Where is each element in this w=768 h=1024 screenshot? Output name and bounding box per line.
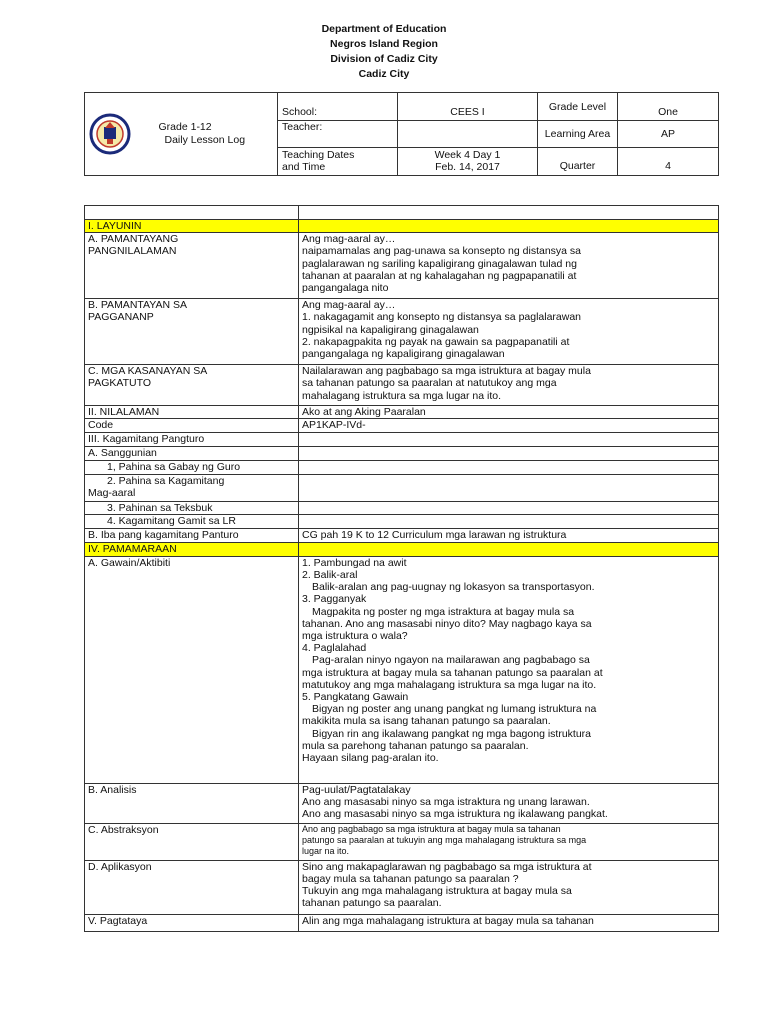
s4-value: [299, 514, 719, 528]
s2-value: [299, 474, 719, 501]
s2-label: [85, 474, 299, 501]
code-label: Code: [85, 419, 299, 432]
header-line-3: Division of Cadiz City: [330, 53, 438, 65]
header-line-1: Department of Education: [321, 23, 447, 35]
abstraksyon-label: C. Abstraksyon: [85, 823, 299, 860]
gawain-line: 5. Pangkatang Gawain: [302, 691, 409, 704]
s4-label: 4. Kagamitang Gamit sa LR: [85, 514, 299, 528]
gawain-line: mula sa parehong tahanan patungo sa paaralan.: [302, 739, 529, 752]
row-b-line: 2. nakapagpakita ng payak na gawain sa pagpapanatili at: [302, 335, 570, 348]
section-layunin: I. LAYUNIN: [85, 220, 299, 233]
section-layunin-right: [299, 220, 719, 233]
header-line-2: Negros Island Region: [330, 38, 438, 50]
gawain-line: Magpakita ng poster ng mga istraktura at bagay mula sa: [312, 605, 575, 618]
area-value: AP: [618, 121, 719, 147]
aplikasyon-line: tahanan patungo sa paaralan.: [302, 897, 442, 910]
row-a-line: pangangalaga nito: [302, 282, 389, 295]
gawain-label: A. Gawain/Aktibiti: [85, 556, 299, 783]
iba-label: B. Iba pang kagamitang Panturo: [85, 528, 299, 542]
gawain-text: [299, 556, 719, 783]
gawain-line: Bigyan ng poster ang unang pangkat ng lumang istruktura na: [312, 703, 597, 716]
seal-cell: [85, 93, 143, 176]
gawain-line: tahanan. Ano ang masasabi ninyo dito? May nagbago kaya sa: [302, 617, 592, 630]
s2-label-2: Mag-aaral: [88, 486, 136, 499]
gawain-line: Pag-aralan ninyo ngayon na mailarawan ang pagbabago sa: [312, 654, 590, 667]
gawain-line: mga istruktura o wala?: [302, 630, 408, 643]
gawain-line: matutukoy ang mga mahalagang istruktura sa mga lugar na ito.: [302, 678, 597, 691]
gawain-line: Hayaan silang pag-aralan ito.: [302, 752, 439, 765]
dates-label-line1: Teaching Dates: [282, 149, 355, 162]
aplikasyon-text: [299, 860, 719, 914]
gawain-line: Balik-aralan ang pag-uugnay ng lokasyon sa transportasyon.: [312, 581, 595, 594]
quarter-label: Quarter: [538, 147, 618, 175]
section-pamamaraan-right: [299, 542, 719, 556]
nilalaman-label: II. NILALAMAN: [85, 406, 299, 419]
gawain-line: 3. Pagganyak: [302, 593, 367, 606]
deped-seal-icon: [89, 109, 131, 159]
row-a-label-2: PANGNILALAMAN: [88, 245, 177, 258]
row-b-line: ngpisikal na kapaligirang ginagalawan: [302, 323, 479, 336]
row-a-line: naipamamalas ang pag-unawa sa konsepto ng distansya sa: [302, 245, 582, 258]
row-c-line: sa tahanan patungo sa paaralan at natutukoy ang mga: [302, 377, 557, 390]
row-b-label-1: B. PAMANTAYAN SA: [88, 299, 187, 312]
aplikasyon-line: bagay mula sa tahanan patungo sa paaralan ?: [302, 873, 519, 886]
lesson-info-table: [84, 92, 719, 176]
row-c-label-1: C. MGA KASANAYAN SA: [88, 365, 208, 378]
gawain-line: 1. Pambungad na awit: [302, 556, 407, 569]
gawain-line: Bigyan rin ang ikalawang pangkat ng mga bagong istruktura: [312, 727, 592, 740]
row-a-label: [85, 233, 299, 299]
quarter-value: 4: [618, 147, 719, 175]
school-value: CEES I: [398, 93, 538, 121]
row-c-label: [85, 365, 299, 406]
row-b-line: 1. nakagagamit ang konsepto ng distansya sa paglalarawan: [302, 311, 582, 324]
analisis-line: Ano ang masasabi ninyo sa mga istraktura ng unang larawan.: [302, 796, 590, 809]
dates-label: [278, 147, 398, 175]
row-c-line: mahalagang istruktura sa mga lugar na ito.: [302, 389, 502, 402]
kagamitan-value: [299, 432, 719, 446]
row-a-line: tahanan at paaralan at ng kahalagahan ng pagpapanatili at: [302, 269, 577, 282]
row-b-label-2: PAGGANANP: [88, 311, 154, 324]
pagtataya-label: V. Pagtataya: [85, 914, 299, 931]
row-a-label-1: A. PAMANTAYANG: [88, 233, 179, 246]
teacher-label: Teacher:: [278, 121, 398, 147]
teacher-value: [398, 121, 538, 147]
dates-label-line2: and Time: [282, 161, 326, 174]
s2-label-1: 2. Pahina sa Kagamitang: [107, 474, 225, 487]
row-b-line: pangangalaga ng kapaligirang ginagalawan: [302, 348, 505, 361]
aplikasyon-line: Sino ang makapaglarawan ng pagbabago sa mga istruktura at: [302, 860, 592, 873]
kagamitan-label: III. Kagamitang Pangturo: [85, 432, 299, 446]
s1-value: [299, 460, 719, 474]
row-a-line: Ang mag-aaral ay…: [302, 233, 396, 246]
school-label: School:: [278, 93, 398, 121]
dates-value-line2: Feb. 14, 2017: [435, 161, 500, 174]
row-a-line: paglalarawan ng sariling kapaligirang ginagalawan tulad ng: [302, 257, 577, 270]
document-header: [0, 22, 768, 82]
title-cell: [143, 93, 278, 176]
grade-label: Grade Level: [538, 93, 618, 121]
row-c-line: Nailalarawan ang pagbabago sa mga istruktura at bagay mula: [302, 365, 591, 378]
row-c-label-2: PAGKATUTO: [88, 377, 152, 390]
sanggunian-value: [299, 446, 719, 460]
dates-value: [398, 147, 538, 175]
gawain-line: makikita mula sa isang tahanan patungo sa paaralan.: [302, 715, 551, 728]
title-grade: Grade 1-12: [158, 121, 212, 133]
analisis-text: [299, 783, 719, 823]
abstraksyon-text: [299, 823, 719, 860]
section-pamamaraan: IV. PAMAMARAAN: [85, 542, 299, 556]
row-c-text: [299, 365, 719, 406]
gawain-line: 2. Balik-aral: [302, 569, 358, 582]
grade-value: One: [618, 93, 719, 121]
iba-value: CG pah 19 K to 12 Curriculum mga larawan ng istruktura: [299, 528, 719, 542]
abstraksyon-line: lugar na ito.: [302, 845, 350, 856]
pagtataya-value: Alin ang mga mahalagang istruktura at bagay mula sa tahanan: [299, 914, 719, 931]
header-line-4: Cadiz City: [358, 68, 410, 80]
gawain-line: mga istruktura at bagay mula sa tahanan patungo sa paaralan at: [302, 666, 603, 679]
analisis-line: Ano ang masasabi ninyo sa mga istruktura ng ikalawang pangkat.: [302, 808, 608, 821]
row-b-label: [85, 299, 299, 365]
s3-value: [299, 501, 719, 514]
row-b-line: Ang mag-aaral ay…: [302, 299, 396, 312]
abstraksyon-line: Ano ang pagbabago sa mga istruktura at bagay mula sa tahanan: [302, 823, 561, 834]
analisis-line: Pag-uulat/Pagtatalakay: [302, 783, 411, 796]
analisis-label: B. Analisis: [85, 783, 299, 823]
abstraksyon-line: patungo sa paaralan at tukuyin ang mga mahalagang istruktura sa mga: [302, 834, 587, 845]
s1-label: 1, Pahina sa Gabay ng Guro: [85, 460, 299, 474]
row-a-text: [299, 233, 719, 299]
title-dll: Daily Lesson Log: [164, 134, 246, 146]
row-b-text: [299, 299, 719, 365]
aplikasyon-line: Tukuyin ang mga mahalagang istruktura at bagay mula sa: [302, 885, 572, 898]
code-value: AP1KAP-IVd-: [299, 419, 719, 432]
sanggunian-label: A. Sanggunian: [85, 446, 299, 460]
aplikasyon-label: D. Aplikasyon: [85, 860, 299, 914]
blank-row-right: [299, 206, 719, 220]
lesson-plan-table: [84, 205, 719, 932]
dates-value-line1: Week 4 Day 1: [434, 149, 501, 162]
area-label: Learning Area: [538, 121, 618, 147]
gawain-line: 4. Paglalahad: [302, 642, 367, 655]
nilalaman-value: Ako at ang Aking Paaralan: [299, 406, 719, 419]
s3-label: 3. Pahinan sa Teksbuk: [85, 501, 299, 514]
blank-row-left: [85, 206, 299, 220]
